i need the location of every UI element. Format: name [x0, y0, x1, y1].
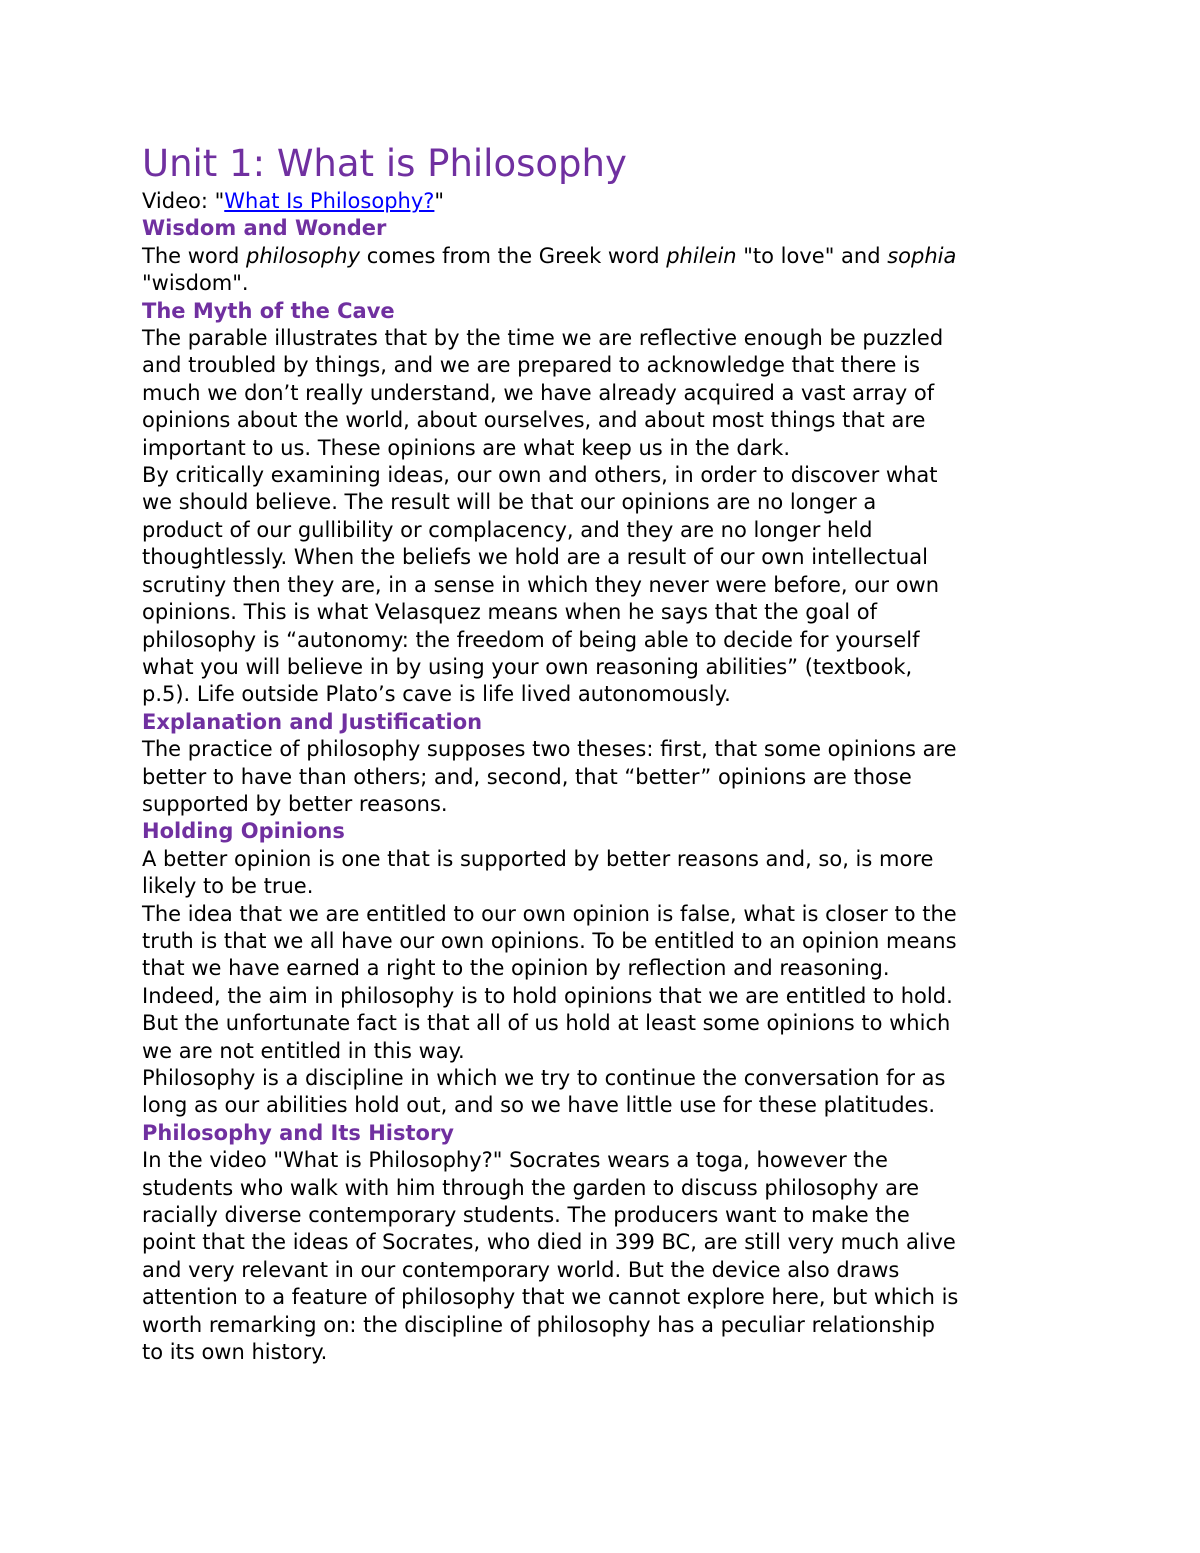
- paragraph-line: likely to be true.: [142, 874, 314, 899]
- section-heading: Philosophy and Its History: [142, 1120, 454, 1145]
- paragraph-line: point that the ideas of Socrates, who died in 399 BC, are still very much alive: [142, 1230, 956, 1255]
- paragraph-line: The parable illustrates that by the time we are reflective enough be puzzled: [142, 326, 944, 351]
- body-paragraph: [142, 325, 1072, 462]
- paragraph-line: important to us. These opinions are what keep us in the dark.: [142, 435, 791, 460]
- paragraph-line: "wisdom".: [142, 271, 249, 296]
- paragraph-line: we should believe. The result will be that our opinions are no longer a: [142, 490, 877, 515]
- paragraph-line: Philosophy is a discipline in which we try to continue the conversation for as: [142, 1066, 946, 1090]
- paragraph-line: to its own history.: [142, 1340, 328, 1365]
- paragraph-line: racially diverse contemporary students. The producers want to make the: [142, 1203, 910, 1228]
- paragraph-line: By critically examining ideas, our own and others, in order to discover what: [142, 463, 938, 488]
- italic-term: sophia: [887, 243, 957, 268]
- paragraph-line: thoughtlessly. When the beliefs we hold are a result of our own intellectual: [142, 545, 928, 570]
- paragraph-line: scrutiny then they are, in a sense in which they never were before, our own: [142, 572, 940, 597]
- paragraph-line: The word philosophy comes from the Greek word philein "to love" and sophia: [142, 243, 957, 268]
- body-paragraph: [142, 846, 1072, 901]
- italic-term: philosophy: [246, 243, 361, 268]
- paragraph-line: The practice of philosophy supposes two theses: first, that some opinions are: [142, 737, 957, 762]
- paragraph-line: In the video "What is Philosophy?" Socrates wears a toga, however the: [142, 1148, 888, 1173]
- paragraph-line: students who walk with him through the garden to discuss philosophy are: [142, 1175, 920, 1200]
- paragraph-line: But the unfortunate fact is that all of us hold at least some opinions to which: [142, 1011, 951, 1036]
- section-heading: Wisdom and Wonder: [142, 216, 387, 241]
- body-paragraph: [142, 901, 1072, 1065]
- paragraph-line: philosophy is “autonomy: the freedom of being able to decide for yourself: [142, 627, 920, 652]
- paragraph-line: supported by better reasons.: [142, 791, 448, 816]
- section-heading: Holding Opinions: [142, 819, 345, 844]
- paragraph-line: what you will believe in by using your own reasoning abilities” (textbook,: [142, 654, 913, 679]
- paragraph-line: and very relevant in our contemporary world. But the device also draws: [142, 1257, 900, 1282]
- paragraph-line: and troubled by things, and we are prepared to acknowledge that there is: [142, 353, 920, 378]
- video-reference: [142, 188, 1072, 215]
- body-paragraph: [142, 462, 1072, 709]
- body-paragraph: [142, 1065, 1072, 1120]
- video-prefix: Video: ": [142, 189, 225, 213]
- paragraph-line: long as our abilities hold out, and so we have little use for these platitudes.: [142, 1093, 936, 1118]
- paragraph-line: worth remarking on: the discipline of philosophy has a peculiar relationship: [142, 1312, 936, 1337]
- body-paragraph: [142, 736, 1072, 818]
- paragraph-line: that we have earned a right to the opinion by reflection and reasoning.: [142, 956, 890, 981]
- video-suffix: ": [434, 189, 445, 213]
- paragraph-line: Indeed, the aim in philosophy is to hold opinions that we are entitled to hold.: [142, 983, 953, 1008]
- paragraph-line: much we don’t really understand, we have already acquired a vast array of: [142, 380, 935, 405]
- document-title: Unit 1: What is Philosophy: [142, 142, 627, 185]
- section-heading: Explanation and Justification: [142, 709, 483, 734]
- paragraph-line: we are not entitled in this way.: [142, 1038, 465, 1063]
- paragraph-line: opinions. This is what Velasquez means when he says that the goal of: [142, 600, 878, 625]
- body-paragraph: [142, 243, 1072, 298]
- italic-term: philein: [666, 243, 737, 268]
- paragraph-line: The idea that we are entitled to our own opinion is false, what is closer to the: [142, 901, 957, 926]
- paragraph-line: attention to a feature of philosophy that we cannot explore here, but which is: [142, 1285, 959, 1310]
- section-heading: The Myth of the Cave: [142, 298, 395, 323]
- paragraph-line: A better opinion is one that is supported by better reasons and, so, is more: [142, 846, 934, 871]
- paragraph-line: p.5). Life outside Plato’s cave is life lived autonomously.: [142, 682, 731, 707]
- paragraph-line: better to have than others; and, second, that “better” opinions are those: [142, 764, 912, 789]
- paragraph-line: truth is that we all have our own opinions. To be entitled to an opinion means: [142, 928, 957, 953]
- document-page: [142, 140, 1072, 1366]
- video-link[interactable]: What Is Philosophy?: [224, 189, 435, 213]
- body-paragraph: [142, 1147, 1072, 1366]
- paragraph-line: opinions about the world, about ourselves, and about most things that are: [142, 408, 926, 433]
- document-body: [142, 215, 1072, 1366]
- paragraph-line: product of our gullibility or complacency, and they are no longer held: [142, 517, 873, 542]
